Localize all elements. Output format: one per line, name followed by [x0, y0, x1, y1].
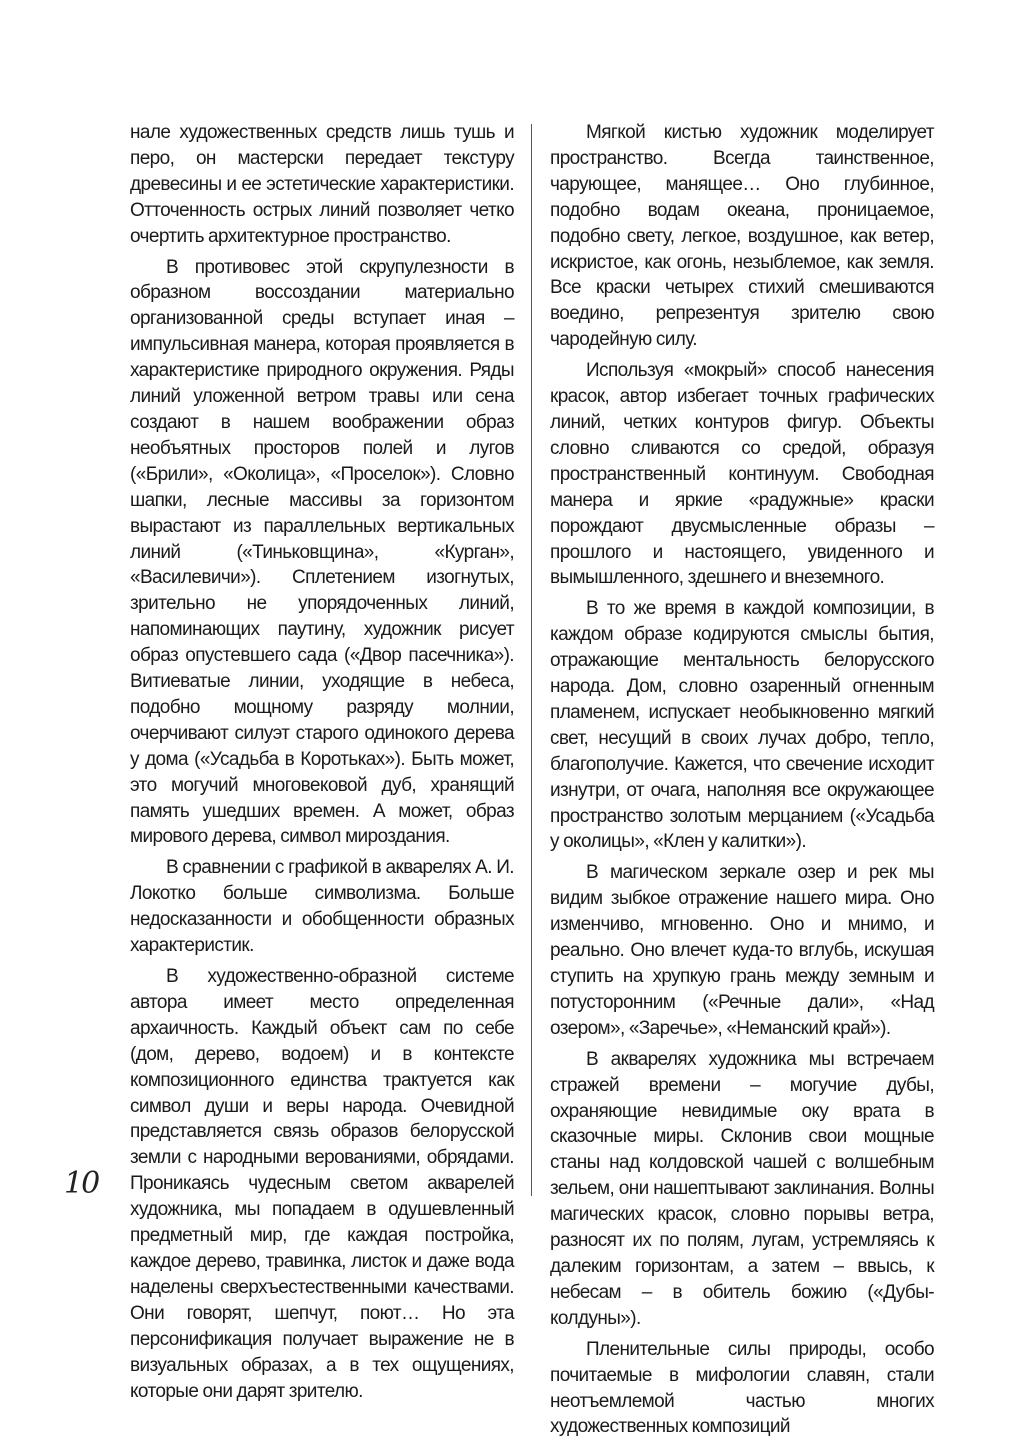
paragraph: Используя «мокрый» способ нанесения красок, автор избегает точных графических линий, четких контуров фигур. Объекты словно сливаются со средой, образуя пространственный континуум. Свободная манера и яркие «радужные» краски порождают двусмысленные образы – прошлого и настоящего, увиденного и вымышленного, здешнего и внеземного.	[550, 360, 934, 589]
paragraph: Пленительные силы природы, особо почитаемые в мифологии славян, стали неотъемлемой частью многих художественных композиций	[550, 1338, 934, 1438]
right-column	[550, 120, 934, 1445]
paragraph: В художественно-образной системе автора имеет место определенная архаичность. Каждый объект сам по себе (дом, дерево, водоем) и в контексте композиционного единства трактуется как символ души и веры народа. Очевидной представляется связь образов белорусской земли с народными верованиями, обрядами. Проникаясь чудесным светом акварелей художника, мы попадаем в одушевленный предметный мир, где каждая постройка, каждое дерево, травинка, листок и даже вода наделены сверхъестественными качествами. Они говорят, шепчут, поют… Но эта персонификация получает выражение не в визуальных образах, а в тех ощущениях, которые они дарят зрителю.	[130, 966, 514, 1402]
paragraph: нале художественных средств лишь тушь и перо, он мастерски передает текстуру древесины и ее эстетические характеристики. Отточенность острых линий позволяет четко очертить архитектурное пространство.	[130, 122, 514, 247]
page-number: 10	[64, 1166, 99, 1201]
paragraph: Мягкой кистью художник моделирует пространство. Всегда таинственное, чарующее, манящее… Оно глубинное, подобно водам океана, проницаемое, подобно свету, легкое, воздушное, как ветер, искристое, как огонь, незыблемое, как земля. Все краски четырех стихий смешиваются воедино, репрезентуя зрителю свою чародейную силу.	[550, 122, 934, 351]
paragraph: В магическом зеркале озер и рек мы видим зыбкое отражение нашего мира. Оно изменчиво, мгновенно. Оно и мнимо, и реально. Оно влечет куда-то вглубь, искушая ступить на хрупкую грань между земным и потусторонним («Речные дали», «Над озером», «Заречье», «Неманский край»).	[550, 862, 934, 1039]
paragraph: В противовес этой скрупулезности в образном воссоздании материально организованной среды вступает иная – импульсивная манера, которая проявляется в характеристике природного окружения. Ряды линий уложенной ветром травы или сена создают в нашем воображении образ необъятных просторов полей и лугов («Брили», «Околица», «Проселок»). Словно шапки, лесные массивы за горизонтом вырастают из параллельных вертикальных линий («Тиньковщина», «Курган», «Василевичи»). Сплетением изогнутых, зрительно не упорядоченных линий, напоминающих паутину, художник рисует образ опустевшего сада («Двор пасечника»). Витиеватые линии, уходящие в небеса, подобно мощному разряду молнии, очерчивают силуэт старого одинокого дерева у дома («Усадьба в Коротьках»). Быть может, это могучий многовековой дуб, хранящий память ушедших времен. А может, образ мирового дерева, символ мироздания.	[130, 256, 514, 848]
paragraph: В то же время в каждой композиции, в каждом образе кодируются смыслы бытия, отражающие ментальность белорусского народа. Дом, словно озаренный огненным пламенем, испускает необыкновенно мягкий свет, несущий в своих лучах добро, тепло, благополучие. Кажется, что свечение исходит изнутри, от очага, наполняя все окружающее пространство золотым мерцанием («Усадьба у околицы», «Клен у калитки»).	[550, 598, 934, 853]
column-divider	[531, 124, 532, 1196]
paragraph: В сравнении с графикой в акварелях А. И. Локотко больше символизма. Больше недосказанности и обобщенности образных характеристик.	[130, 857, 514, 957]
left-column	[130, 120, 514, 1409]
paragraph: В акварелях художника мы встречаем стражей времени – могучие дубы, охраняющие невидимые оку врата в сказочные миры. Склонив свои мощные станы над колдовской чашей с волшебным зельем, они нашептывают заклинания. Волны магических красок, словно порывы ветра, разносят их по полям, лугам, устремляясь к далеким горизонтам, а затем – ввысь, к небесам – в обитель божию («Дубы-колдуны»).	[550, 1048, 934, 1329]
